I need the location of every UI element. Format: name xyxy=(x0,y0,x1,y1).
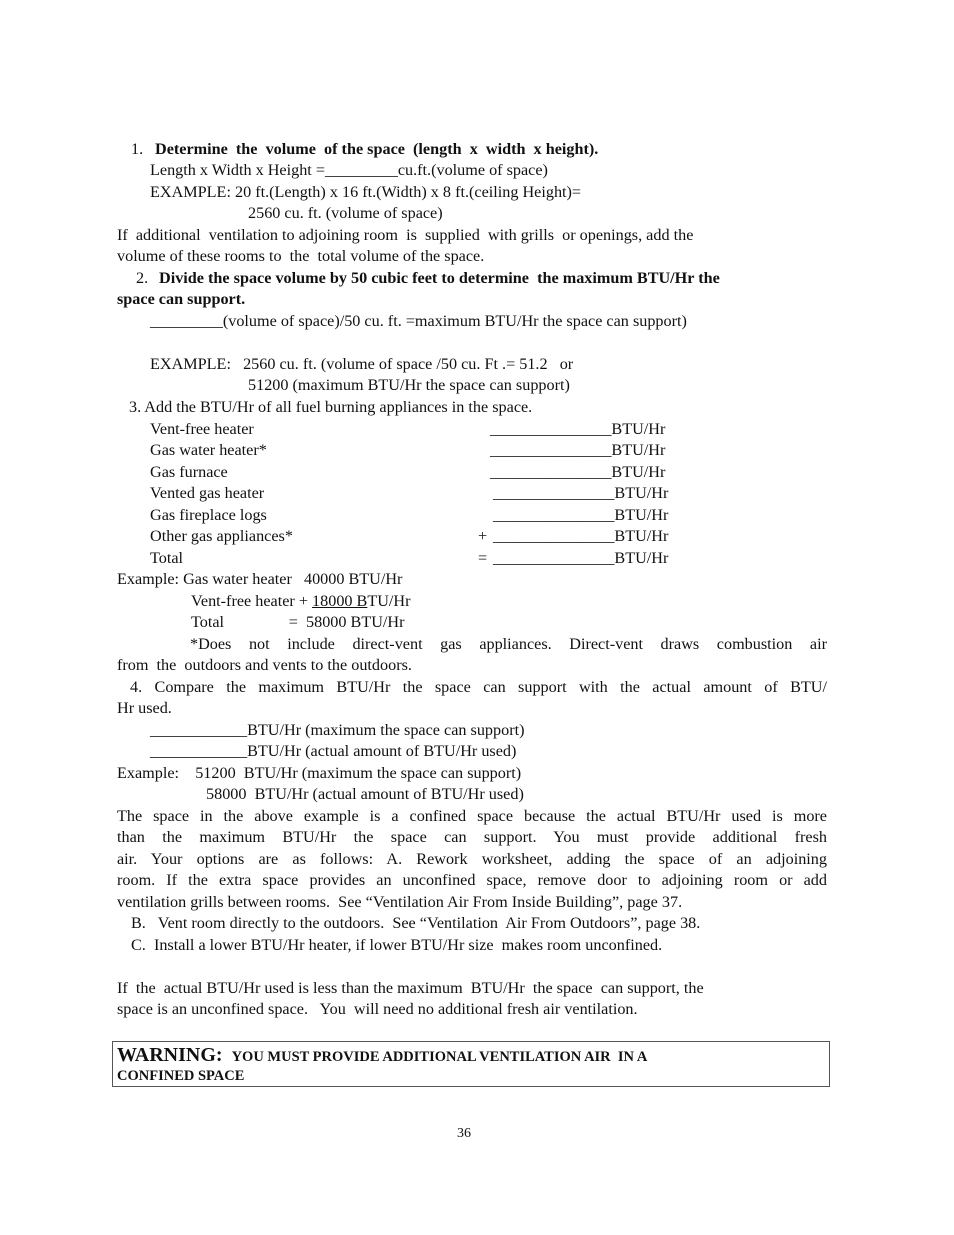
step1-note-line1: If additional ventilation to adjoining room is supplied with grills or openings, add the xyxy=(117,226,694,244)
appliance-blank: _______________BTU/Hr xyxy=(490,463,666,481)
step3-heading: 3. Add the BTU/Hr of all fuel burning appliances in the space. xyxy=(129,398,533,416)
step4-blank-line1: ____________BTU/Hr (maximum the space can support) xyxy=(150,721,525,739)
step1-example-line1: EXAMPLE: 20 ft.(Length) x 16 ft.(Width) x 8 ft.(ceiling Height)= xyxy=(150,183,582,201)
conclusion-line: The space in the above example is a confined space because the actual BTU/Hr used is more xyxy=(117,807,827,825)
step4-heading-line2: Hr used. xyxy=(117,699,172,717)
step1-number: 1. xyxy=(131,140,144,158)
appliance-blank: _______________BTU/Hr xyxy=(493,484,669,502)
example-ventfree-suffix: TU/Hr xyxy=(367,592,411,610)
conclusion-last-line: ventilation grills between rooms. See “Ventilation Air From Inside Building”, page 37. xyxy=(117,893,683,911)
step1-formula: Length x Width x Height =_________cu.ft.(volume of space) xyxy=(150,161,548,179)
option-b: B. Vent room directly to the outdoors. See “Ventilation Air From Outdoors”, page 38. xyxy=(131,914,701,932)
appliance-label: Gas fireplace logs xyxy=(150,506,267,524)
step4-heading-line1: 4. Compare the maximum BTU/Hr the space can support with the actual amount of BTU/ xyxy=(130,678,827,696)
appliance-label: Gas furnace xyxy=(150,463,228,481)
warning-text-line1: YOU MUST PROVIDE ADDITIONAL VENTILATION AIR IN A xyxy=(231,1049,648,1065)
step2-example-line2: 51200 (maximum BTU/Hr the space can support) xyxy=(248,376,570,394)
step3-example-ventfree xyxy=(191,591,411,612)
warning-text-line2: CONFINED SPACE xyxy=(117,1068,245,1084)
appliance-prefix: = xyxy=(478,549,488,567)
step3-footnote-line2: from the outdoors and vents to the outdoors. xyxy=(117,656,412,674)
appliance-blank: _______________BTU/Hr xyxy=(490,420,666,438)
appliance-label: Gas water heater* xyxy=(150,441,267,459)
step1-example-line2: 2560 cu. ft. (volume of space) xyxy=(248,204,443,222)
appliance-label: Other gas appliances* xyxy=(150,527,293,545)
step3-footnote-line1: *Does not include direct-vent gas appliances. Direct-vent draws combustion air xyxy=(190,635,827,653)
appliance-label: Vented gas heater xyxy=(150,484,265,502)
step2-heading-line1: Divide the space volume by 50 cubic feet to determine the maximum BTU/Hr the xyxy=(159,269,720,287)
step4-blank-line2: ____________BTU/Hr (actual amount of BTU/Hr used) xyxy=(150,742,517,760)
appliance-label: Total xyxy=(150,549,184,567)
step4-example-line2: 58000 BTU/Hr (actual amount of BTU/Hr used) xyxy=(206,785,524,803)
step4-example-line1: Example: 51200 BTU/Hr (maximum the space can support) xyxy=(117,764,522,782)
appliance-blank: _______________BTU/Hr xyxy=(493,527,669,545)
step2-heading-line2: space can support. xyxy=(117,290,246,308)
step2-number: 2. xyxy=(136,269,149,287)
step2-formula: _________(volume of space)/50 cu. ft. =maximum BTU/Hr the space can support) xyxy=(150,312,687,330)
page-number: 36 xyxy=(457,1126,471,1141)
appliance-label: Vent-free heater xyxy=(150,420,254,438)
conclusion-line: room. If the extra space provides an unconfined space, remove door to adjoining room or add xyxy=(117,871,827,889)
step1-note-line2: volume of these rooms to the total volume of the space. xyxy=(117,247,485,265)
step2-example-line1: EXAMPLE: 2560 cu. ft. (volume of space /50 cu. Ft .= 51.2 or xyxy=(150,355,574,373)
appliance-blank: _______________BTU/Hr xyxy=(493,549,669,567)
example-ventfree-underlined: 18000 B xyxy=(312,592,368,610)
step3-example-total: Total = 58000 BTU/Hr xyxy=(191,613,405,631)
unconfined-line1: If the actual BTU/Hr used is less than the maximum BTU/Hr the space can support, the xyxy=(117,979,704,997)
option-c: C. Install a lower BTU/Hr heater, if lower BTU/Hr size makes room unconfined. xyxy=(131,936,663,954)
appliance-prefix: + xyxy=(478,527,488,545)
step3-example-label: Example: Gas water heater 40000 BTU/Hr xyxy=(117,570,403,588)
conclusion-line: air. Your options are as follows: A. Rework worksheet, adding the space of an adjoining xyxy=(117,850,827,868)
conclusion-line: than the maximum BTU/Hr the space can support. You must provide additional fresh xyxy=(117,828,827,846)
warning-label: WARNING: xyxy=(117,1044,223,1066)
example-ventfree-prefix: Vent-free heater + xyxy=(191,592,313,610)
appliance-blank: _______________BTU/Hr xyxy=(490,441,666,459)
appliance-blank: _______________BTU/Hr xyxy=(493,506,669,524)
unconfined-line2: space is an unconfined space. You will need no additional fresh air ventilation. xyxy=(117,1000,638,1018)
warning-box xyxy=(112,1041,830,1087)
step1-heading: Determine the volume of the space (length x width x height). xyxy=(155,140,599,158)
